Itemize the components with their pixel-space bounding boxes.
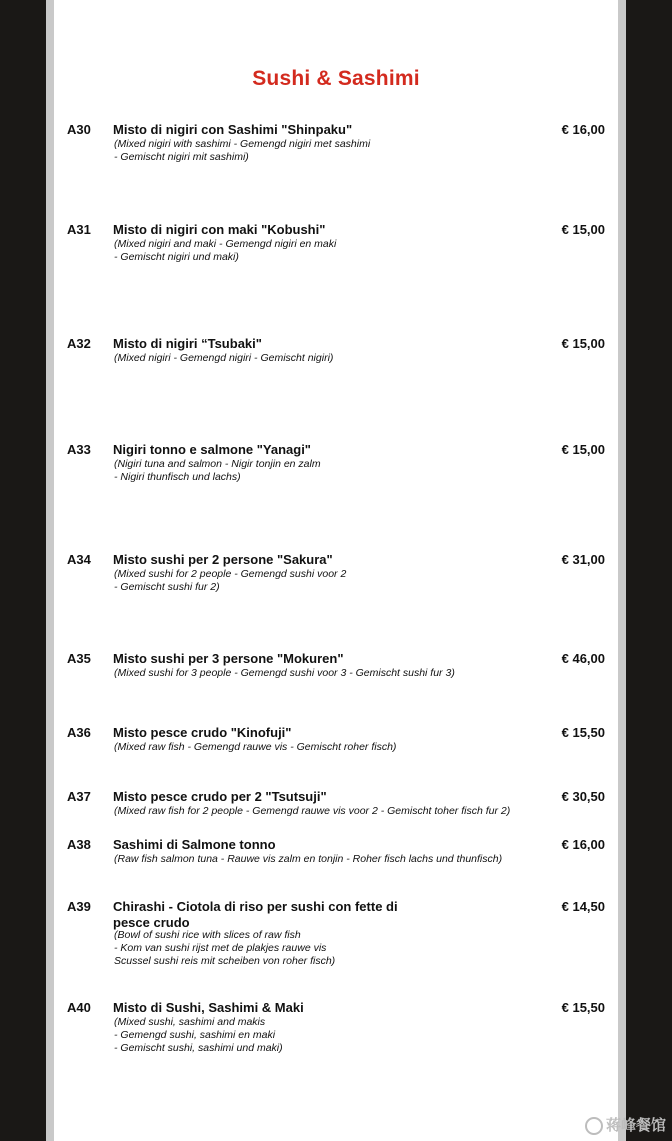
item-name: Misto di Sushi, Sashimi & Maki xyxy=(113,1000,304,1015)
page-title: Sushi & Sashimi xyxy=(252,67,420,90)
item-description xyxy=(114,1016,584,1055)
menu-sheet xyxy=(54,0,618,1141)
item-name: Misto di nigiri con Sashimi "Shinpaku" xyxy=(113,122,353,137)
description-line: (Mixed sushi for 2 people - Gemengd sushi voor 2 xyxy=(114,568,347,580)
item-description xyxy=(114,929,584,968)
item-description xyxy=(114,352,584,365)
item-name: Sashimi di Salmone tonno xyxy=(113,837,276,852)
description-line: - Gemischt nigiri mit sashimi) xyxy=(114,151,249,163)
description-line: - Gemischt nigiri und maki) xyxy=(114,251,239,263)
description-line: - Kom van sushi rijst met de plakjes rauwe vis xyxy=(114,942,327,954)
item-name: Nigiri tonno e salmone "Yanagi" xyxy=(113,442,311,457)
item-description xyxy=(114,238,584,264)
description-line: (Mixed nigiri - Gemengd nigiri - Gemischt nigiri) xyxy=(114,352,334,364)
watermark-text: 蒋峰餐馆 xyxy=(605,1116,666,1134)
description-line: (Mixed nigiri and maki - Gemengd nigiri en maki xyxy=(114,238,337,250)
item-name: Misto pesce crudo per 2 "Tsutsuji" xyxy=(113,789,327,804)
description-line: - Gemengd sushi, sashimi en maki xyxy=(114,1029,276,1041)
description-line: (Mixed raw fish - Gemengd rauwe vis - Gemischt roher fisch) xyxy=(114,741,397,753)
item-name: Misto sushi per 2 persone "Sakura" xyxy=(113,552,333,567)
item-price: € 46,00 xyxy=(561,651,605,666)
item-price: € 16,00 xyxy=(561,122,605,137)
item-description xyxy=(114,458,584,484)
description-line: (Mixed sushi for 3 people - Gemengd sushi voor 3 - Gemischt sushi fur 3) xyxy=(114,667,455,679)
item-description xyxy=(114,667,584,680)
description-line: Scussel sushi reis mit scheiben von roher fisch) xyxy=(114,955,336,967)
item-name: Misto pesce crudo "Kinofuji" xyxy=(113,725,292,740)
item-description xyxy=(114,805,584,818)
description-line: (Nigiri tuna and salmon - Nigir tonjin en zalm xyxy=(114,458,321,470)
item-name: Misto di nigiri “Tsubaki" xyxy=(113,336,262,351)
item-code: A33 xyxy=(67,442,91,457)
description-line: - Gemischt sushi fur 2) xyxy=(114,581,220,593)
description-line: (Mixed nigiri with sashimi - Gemengd nigiri met sashimi xyxy=(114,138,371,150)
watermark-icon xyxy=(585,1117,603,1135)
item-description xyxy=(114,853,584,866)
item-name: Misto sushi per 3 persone "Mokuren" xyxy=(113,651,344,666)
item-price: € 15,00 xyxy=(561,222,605,237)
menu-page xyxy=(46,0,626,1141)
item-code: A40 xyxy=(67,1000,91,1015)
item-description xyxy=(114,138,584,164)
description-line: (Mixed raw fish for 2 people - Gemengd rauwe vis voor 2 - Gemischt toher fisch fur 2) xyxy=(114,805,511,817)
left-border xyxy=(0,0,46,1141)
item-price: € 16,00 xyxy=(561,837,605,852)
item-price: € 15,00 xyxy=(561,336,605,351)
item-code: A38 xyxy=(67,837,91,852)
right-border xyxy=(626,0,672,1141)
description-line: - Gemischt sushi, sashimi und maki) xyxy=(114,1042,283,1054)
description-line: - Nigiri thunfisch und lachs) xyxy=(114,471,241,483)
item-description xyxy=(114,568,584,594)
item-name: Chirashi - Ciotola di riso per sushi con fette di pesce crudo xyxy=(113,899,398,930)
item-description xyxy=(114,741,584,754)
item-code: A34 xyxy=(67,552,91,567)
item-code: A35 xyxy=(67,651,91,666)
item-price: € 14,50 xyxy=(561,899,605,914)
description-line: (Raw fish salmon tuna - Rauwe vis zalm en tonjin - Roher fisch lachs und thunfisch) xyxy=(114,853,503,865)
item-price: € 30,50 xyxy=(561,789,605,804)
item-name: Misto di nigiri con maki "Kobushi" xyxy=(113,222,326,237)
item-price: € 31,00 xyxy=(561,552,605,567)
item-code: A39 xyxy=(67,899,91,914)
item-code: A37 xyxy=(67,789,91,804)
description-line: (Mixed sushi, sashimi and makis xyxy=(114,1016,266,1028)
item-code: A32 xyxy=(67,336,91,351)
item-code: A31 xyxy=(67,222,91,237)
item-price: € 15,50 xyxy=(561,725,605,740)
watermark xyxy=(585,1114,666,1135)
item-code: A36 xyxy=(67,725,91,740)
item-price: € 15,00 xyxy=(561,442,605,457)
item-code: A30 xyxy=(67,122,91,137)
description-line: (Bowl of sushi rice with slices of raw fish xyxy=(114,929,301,941)
item-price: € 15,50 xyxy=(561,1000,605,1015)
